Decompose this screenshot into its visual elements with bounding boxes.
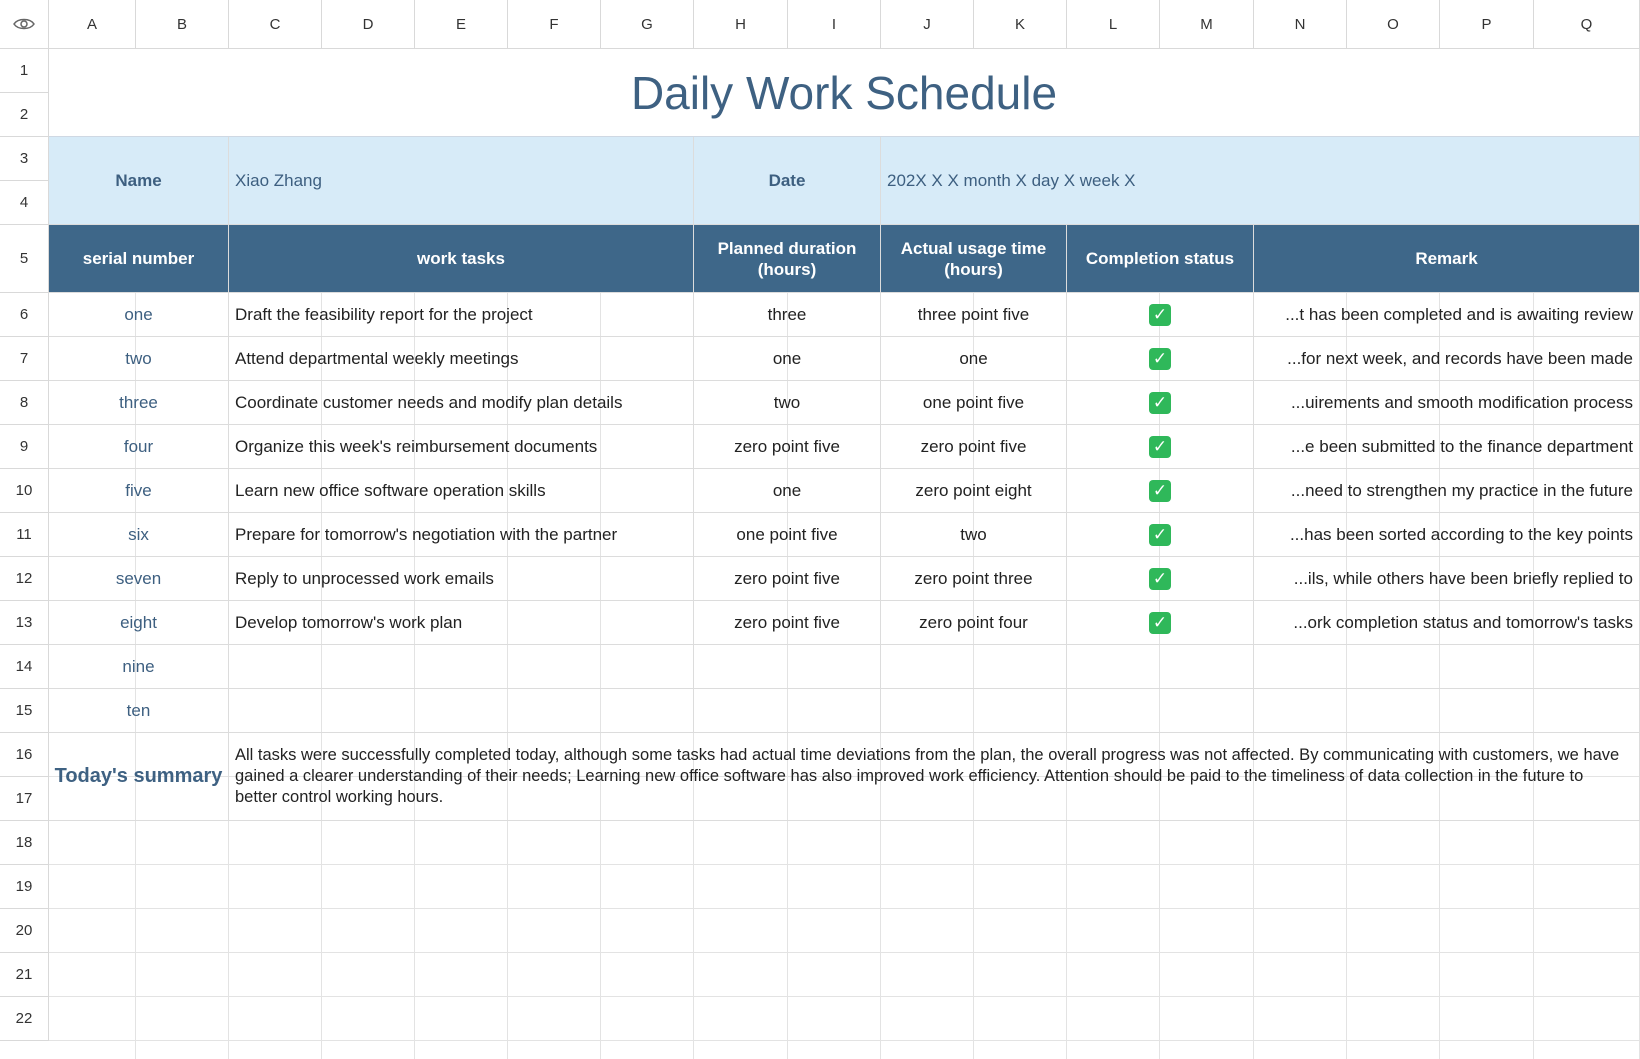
work-task-cell[interactable]: Reply to unprocessed work emails (229, 557, 694, 601)
summary-label[interactable]: Today's summary (49, 733, 229, 821)
serial-number-cell[interactable]: seven (49, 557, 229, 601)
planned-duration-cell[interactable]: one (694, 469, 881, 513)
remark-cell[interactable] (1254, 689, 1640, 733)
actual-time-cell[interactable]: one point five (881, 381, 1067, 425)
column-header-p[interactable]: P (1440, 0, 1534, 49)
serial-number-cell[interactable]: six (49, 513, 229, 557)
row-header-16[interactable]: 16 (0, 733, 49, 777)
work-task-cell[interactable]: Develop tomorrow's work plan (229, 601, 694, 645)
select-all-corner[interactable] (0, 0, 49, 49)
check-mark-icon: ✓ (1149, 612, 1171, 634)
remark-cell[interactable]: ...need to strengthen my practice in the future (1254, 469, 1640, 513)
remark-cell[interactable]: ...t has been completed and is awaiting review (1254, 293, 1640, 337)
check-mark-icon: ✓ (1149, 568, 1171, 590)
column-header-m[interactable]: M (1160, 0, 1254, 49)
planned-duration-cell[interactable] (694, 645, 881, 689)
actual-time-cell[interactable]: zero point four (881, 601, 1067, 645)
row-header-22[interactable]: 22 (0, 997, 49, 1041)
planned-duration-cell[interactable]: one (694, 337, 881, 381)
header-actual-usage-time-text: Actual usage time (hours) (900, 238, 1047, 279)
completion-status-cell[interactable] (1067, 601, 1254, 645)
row-header-9[interactable]: 9 (0, 425, 49, 469)
planned-duration-cell[interactable]: one point five (694, 513, 881, 557)
completion-status-cell[interactable] (1067, 689, 1254, 733)
actual-time-cell[interactable]: three point five (881, 293, 1067, 337)
header-remark-text: Remark (1415, 249, 1478, 268)
header-completion-status[interactable] (1067, 225, 1254, 293)
completion-status-cell[interactable] (1067, 469, 1254, 513)
row-header-17[interactable]: 17 (0, 777, 49, 821)
serial-number-cell[interactable]: eight (49, 601, 229, 645)
work-task-cell[interactable]: Attend departmental weekly meetings (229, 337, 694, 381)
header-planned-duration-text: Planned duration (hours) (717, 238, 857, 279)
row-header-21[interactable]: 21 (0, 953, 49, 997)
completion-status-cell[interactable] (1067, 293, 1254, 337)
header-planned-duration[interactable] (694, 225, 881, 293)
check-mark-icon: ✓ (1149, 524, 1171, 546)
header-serial-number[interactable] (49, 225, 229, 293)
serial-number-cell[interactable]: four (49, 425, 229, 469)
remark-cell[interactable]: ...has been sorted according to the key points (1254, 513, 1640, 557)
date-value[interactable]: 202X X X month X day X week X (881, 137, 1640, 225)
work-task-cell[interactable]: Learn new office software operation skills (229, 469, 694, 513)
work-task-cell[interactable] (229, 645, 694, 689)
column-header-e[interactable]: E (415, 0, 508, 49)
check-mark-icon: ✓ (1149, 480, 1171, 502)
check-mark-icon: ✓ (1149, 392, 1171, 414)
planned-duration-cell[interactable]: three (694, 293, 881, 337)
eye-icon (13, 17, 35, 31)
column-header-b[interactable]: B (136, 0, 229, 49)
work-task-cell[interactable]: Organize this week's reimbursement documents (229, 425, 694, 469)
row-header-20[interactable]: 20 (0, 909, 49, 953)
actual-time-cell[interactable]: zero point three (881, 557, 1067, 601)
actual-time-cell[interactable]: one (881, 337, 1067, 381)
check-mark-icon: ✓ (1149, 304, 1171, 326)
completion-status-cell[interactable] (1067, 557, 1254, 601)
grid-line (49, 952, 1640, 953)
row-header-3[interactable]: 3 (0, 137, 49, 181)
column-header-n[interactable]: N (1254, 0, 1347, 49)
planned-duration-cell[interactable]: zero point five (694, 425, 881, 469)
planned-duration-cell[interactable] (694, 689, 881, 733)
row-header-18[interactable]: 18 (0, 821, 49, 865)
completion-status-cell[interactable] (1067, 513, 1254, 557)
row-header-11[interactable]: 11 (0, 513, 49, 557)
completion-status-cell[interactable] (1067, 425, 1254, 469)
row-header-10[interactable]: 10 (0, 469, 49, 513)
row-header-19[interactable]: 19 (0, 865, 49, 909)
row-header-1[interactable]: 1 (0, 49, 49, 93)
column-header-l[interactable]: L (1067, 0, 1160, 49)
check-mark-icon: ✓ (1149, 436, 1171, 458)
summary-text[interactable]: All tasks were successfully completed today, although some tasks had actual time deviations from the plan, the overall progress was not affected. By communicating with customers, we have gained a clearer understanding of their needs; Learning new office software has also improved work efficiency. Attention should be paid to the timeliness of data collection in the future to better control working hours. (229, 733, 1640, 821)
column-header-f[interactable]: F (508, 0, 601, 49)
completion-status-cell[interactable] (1067, 645, 1254, 689)
header-remark[interactable] (1254, 225, 1640, 293)
actual-time-cell[interactable] (881, 689, 1067, 733)
column-header-k[interactable]: K (974, 0, 1067, 49)
work-task-cell[interactable]: Draft the feasibility report for the project (229, 293, 694, 337)
name-label[interactable]: Name (49, 137, 229, 225)
grid-line (49, 864, 1640, 865)
planned-duration-cell[interactable]: two (694, 381, 881, 425)
serial-number-cell[interactable]: five (49, 469, 229, 513)
actual-time-cell[interactable]: zero point five (881, 425, 1067, 469)
serial-number-cell[interactable]: ten (49, 689, 229, 733)
planned-duration-cell[interactable]: zero point five (694, 601, 881, 645)
name-value[interactable]: Xiao Zhang (229, 137, 694, 225)
actual-time-cell[interactable]: two (881, 513, 1067, 557)
header-work-tasks-text: work tasks (417, 249, 505, 268)
remark-cell[interactable] (1254, 645, 1640, 689)
column-header-g[interactable]: G (601, 0, 694, 49)
page-title[interactable]: Daily Work Schedule (49, 49, 1640, 137)
column-header-d[interactable]: D (322, 0, 415, 49)
row-header-14[interactable]: 14 (0, 645, 49, 689)
row-header-6[interactable]: 6 (0, 293, 49, 337)
header-work-tasks[interactable] (229, 225, 694, 293)
actual-time-cell[interactable] (881, 645, 1067, 689)
row-header-12[interactable]: 12 (0, 557, 49, 601)
check-mark-icon: ✓ (1149, 348, 1171, 370)
remark-cell[interactable]: ...for next week, and records have been made (1254, 337, 1640, 381)
remark-cell[interactable]: ...ork completion status and tomorrow's tasks (1254, 601, 1640, 645)
header-serial-number-text: serial number (82, 249, 195, 268)
planned-duration-cell[interactable]: zero point five (694, 557, 881, 601)
header-completion-status-text: Completion status (1085, 249, 1235, 268)
grid-line (49, 996, 1640, 997)
serial-number-cell[interactable]: three (49, 381, 229, 425)
serial-number-cell[interactable]: nine (49, 645, 229, 689)
completion-status-cell[interactable] (1067, 381, 1254, 425)
column-header-i[interactable]: I (788, 0, 881, 49)
column-header-j[interactable]: J (881, 0, 974, 49)
work-task-cell[interactable]: Coordinate customer needs and modify plan details (229, 381, 694, 425)
row-header-13[interactable]: 13 (0, 601, 49, 645)
grid-line (49, 908, 1640, 909)
work-task-cell[interactable] (229, 689, 694, 733)
remark-cell[interactable]: ...uirements and smooth modification process (1254, 381, 1640, 425)
completion-status-cell[interactable] (1067, 337, 1254, 381)
header-actual-usage-time[interactable] (881, 225, 1067, 293)
column-header-h[interactable]: H (694, 0, 788, 49)
row-header-5[interactable]: 5 (0, 225, 49, 293)
remark-cell[interactable]: ...e been submitted to the finance department (1254, 425, 1640, 469)
work-task-cell[interactable]: Prepare for tomorrow's negotiation with the partner (229, 513, 694, 557)
actual-time-cell[interactable]: zero point eight (881, 469, 1067, 513)
row-header-15[interactable]: 15 (0, 689, 49, 733)
column-header-a[interactable]: A (49, 0, 136, 49)
row-header-4[interactable]: 4 (0, 181, 49, 225)
grid-line (49, 1040, 1640, 1041)
column-header-q[interactable]: Q (1534, 0, 1640, 49)
remark-cell[interactable]: ...ils, while others have been briefly replied to (1254, 557, 1640, 601)
row-header-7[interactable]: 7 (0, 337, 49, 381)
column-header-o[interactable]: O (1347, 0, 1440, 49)
column-header-c[interactable]: C (229, 0, 322, 49)
row-header-2[interactable]: 2 (0, 93, 49, 137)
row-header-8[interactable]: 8 (0, 381, 49, 425)
serial-number-cell[interactable]: two (49, 337, 229, 381)
serial-number-cell[interactable]: one (49, 293, 229, 337)
date-label[interactable]: Date (694, 137, 881, 225)
